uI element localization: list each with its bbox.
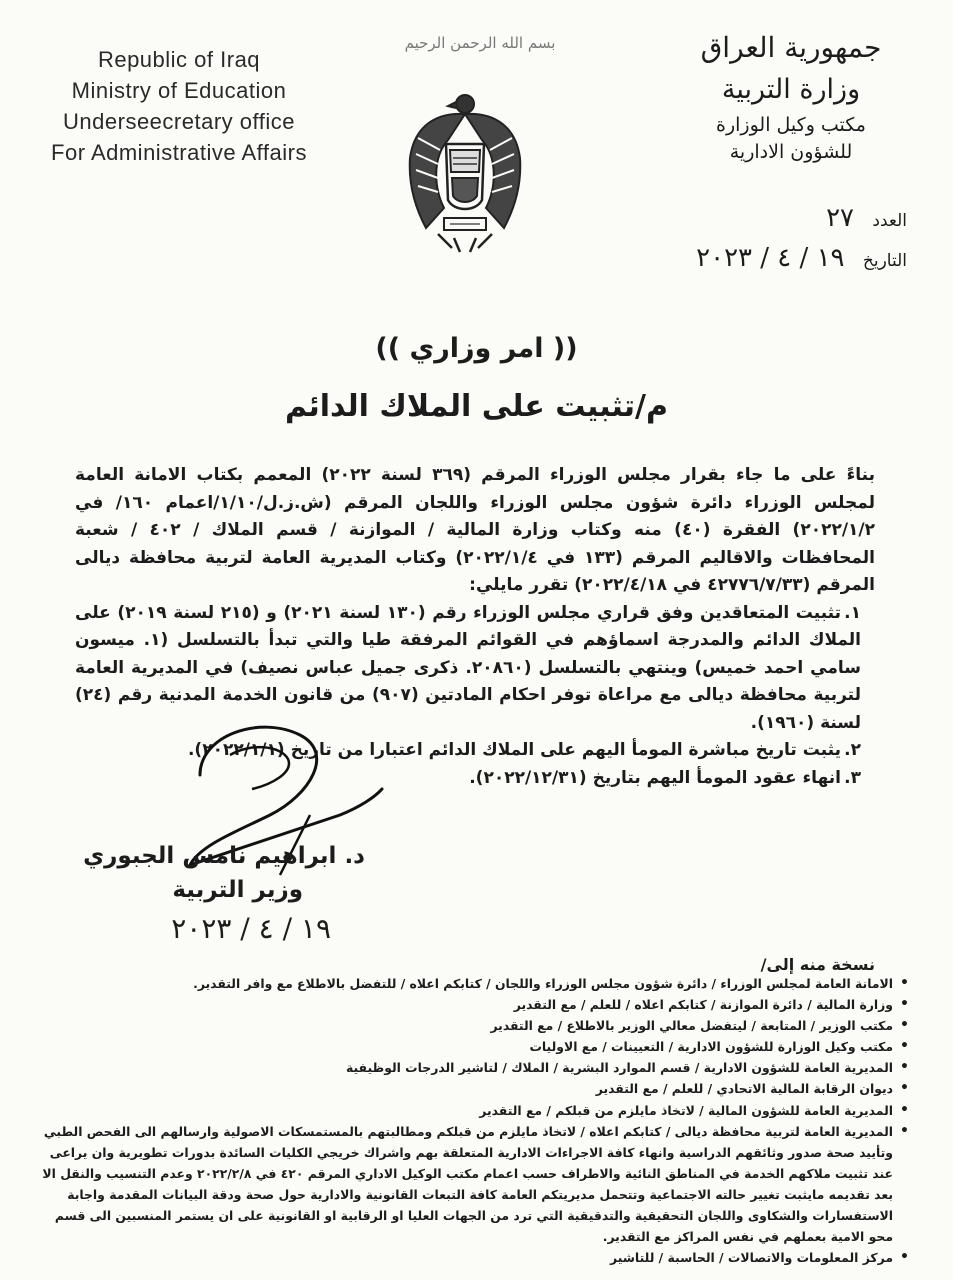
reference-number-value: ٢٧: [826, 203, 855, 233]
arabic-letterhead-line4: للشؤون الادارية: [729, 141, 853, 163]
copy-recipient: • مركز المعلومات والاتصالات / الحاسبة / للتاشير: [33, 1247, 913, 1268]
copy-recipient: • مكتب وكيل الوزارة للشؤون الادارية / التعيينات / مع الاوليات: [33, 1036, 913, 1057]
arabic-letterhead: [671, 28, 911, 166]
document-type-title: (( امر وزاري )): [375, 333, 578, 364]
reference-number-label: العدد: [872, 211, 907, 231]
english-letterhead-line3: Underseecretary office: [63, 109, 295, 134]
copies-heading: نسخة منه إلى/: [760, 955, 875, 974]
body-intro: بناءً على ما جاء بقرار مجلس الوزراء المرقم (٣٦٩ لسنة ٢٠٢٢) المعمم بكتاب الامانة العامة لمجلس الوزراء دائرة شؤون مجلس الوزراء واللجان المرقم (ش.ز.ل/١/١٠/اعمام ١٦٠/ في ٢٠٢٢/١/٢) الفقرة (٤٠) منه وكتاب وزارة المالية / الموازنة / قسم الملاك / ٤٠٢ / شعبة المحافظات والاقاليم المرقم (١٣٣ في ٢٠٢٢/١/٤) وكتاب المديرية العامة لتربية محافظة ديالى المرقم (٤٢٧٧٦/٧/٣٣ في ٢٠٢٢/٤/١٨) تقرر مايلي:: [75, 465, 875, 595]
top-strip-text: بسم الله الرحمن الرحيم: [404, 34, 556, 52]
arabic-letterhead-line1: جمهورية العراق: [700, 31, 882, 64]
reference-date-label: التاريخ: [862, 251, 907, 271]
english-letterhead: [34, 44, 324, 168]
copy-recipient: • المديرية العامة للشؤون الادارية / قسم الموارد البشرية / الملاك / لتاشير الدرجات الوظيفية: [33, 1057, 913, 1078]
reference-date-value: ١٩ / ٤ / ٢٠٢٣: [696, 243, 845, 273]
decision-item: ٣.انهاء عقود المومأ اليهم بتاريخ (٢٠٢٢/١٢/٣١).: [469, 767, 861, 788]
signatory-title: وزير التربية: [172, 877, 303, 903]
reference-number: [826, 203, 907, 233]
copy-recipient: • الامانة العامة لمجلس الوزراء / دائرة شؤون مجلس الوزراء واللجان / كتابكم اعلاه / للتفضل بالاطلاع مع وافر التقدير.: [33, 973, 913, 994]
copy-recipient: • المديرية العامة للشؤون المالية / لاتخاذ مايلزم من قبلكم / مع التقدير: [33, 1100, 913, 1121]
copy-recipient: • وزارة المالية / دائرة الموازنة / كتابكم اعلاه / للعلم / مع التقدير: [33, 994, 913, 1015]
signatory-name: د. ابراهيم نامس الجبوري: [83, 843, 365, 869]
english-letterhead-line2: Ministry of Education: [71, 78, 287, 103]
copies-list: [33, 973, 913, 1268]
copy-recipient: • مكتب الوزير / المتابعة / ليتفضل معالي الوزير بالاطلاع / مع التقدير: [33, 1015, 913, 1036]
arabic-letterhead-line2: وزارة التربية: [721, 74, 861, 105]
english-letterhead-line4: For Administrative Affairs: [51, 140, 307, 165]
iraq-eagle-emblem-icon: [404, 88, 526, 254]
signature-date: ١٩ / ٤ / ٢٠٢٣: [171, 912, 331, 945]
copy-recipient: • المديرية العامة لتربية محافظة ديالى / كتابكم اعلاه / لاتخاذ مايلزم من قبلكم ومطالبتهم بالمستمسكات الاصولية وارسالهم الى الفحص الطبي وتأييد صحة صدور وثائقهم الدراسية وانهاء كافة الاجراءات الادارية المتعلقة بهم واشراك خريجي الكليات السائدة بدورات تطويرية وان يراعى عند تثبيت ملاكهم الخدمة في المناطق النائية والاطراف حسب اعمام مكتب الوكيل الاداري المرقم ٤٢٠ في ٢٠٢٢/٢/٨ وعدم التنسيب والنقل الا بعد تقديمه مايثبت تغيير حالته الاجتماعية وتتحمل مديريتكم العامة كافة التبعات القانونية والادارية حول صحة ودقة البيانات المقدمة واجابة الاستفسارات والشكاوى واللجان التحقيقية والتدقيقية التي ترد من الجهات العليا او الرقابية او القانونية على ان يستمر المنسبين الى قسم محو الامية بعملهم في نفس المراكز مع التقدير.: [33, 1121, 913, 1248]
reference-date: [696, 243, 907, 273]
document-subject: م/تثبيت على الملاك الدائم: [284, 389, 668, 424]
decision-item: ٢.يثبت تاريخ مباشرة المومأ اليهم على الملاك الدائم اعتبارا من تاريخ (٢٠٢٢/١/١).: [187, 740, 861, 760]
english-letterhead-line1: Republic of Iraq: [97, 47, 261, 72]
copy-recipient: • ديوان الرقابة المالية الاتحادي / للعلم / مع التقدير: [33, 1078, 913, 1099]
arabic-letterhead-line3: مكتب وكيل الوزارة: [716, 114, 866, 136]
decision-item: ١.تثبيت المتعاقدين وفق قراري مجلس الوزراء رقم (١٣٠ لسنة ٢٠٢١) و (٢١٥ لسنة ٢٠١٩) على الملاك الدائم والمدرجة اسماؤهم في القوائم المرفقة طيا والتي تبدأ بالتسلسل (١. ميسون سامي احمد خميس) وينتهي بالتسلسل (٢٠٨٦٠. ذكرى جميل عباس نصيف) في المديرية العامة لتربية محافظة ديالى مع مراعاة توفر احكام المادتين (٩٠٧) من قانون الخدمة المدنية رقم (٢٤) لسنة (١٩٦٠).: [75, 602, 861, 733]
